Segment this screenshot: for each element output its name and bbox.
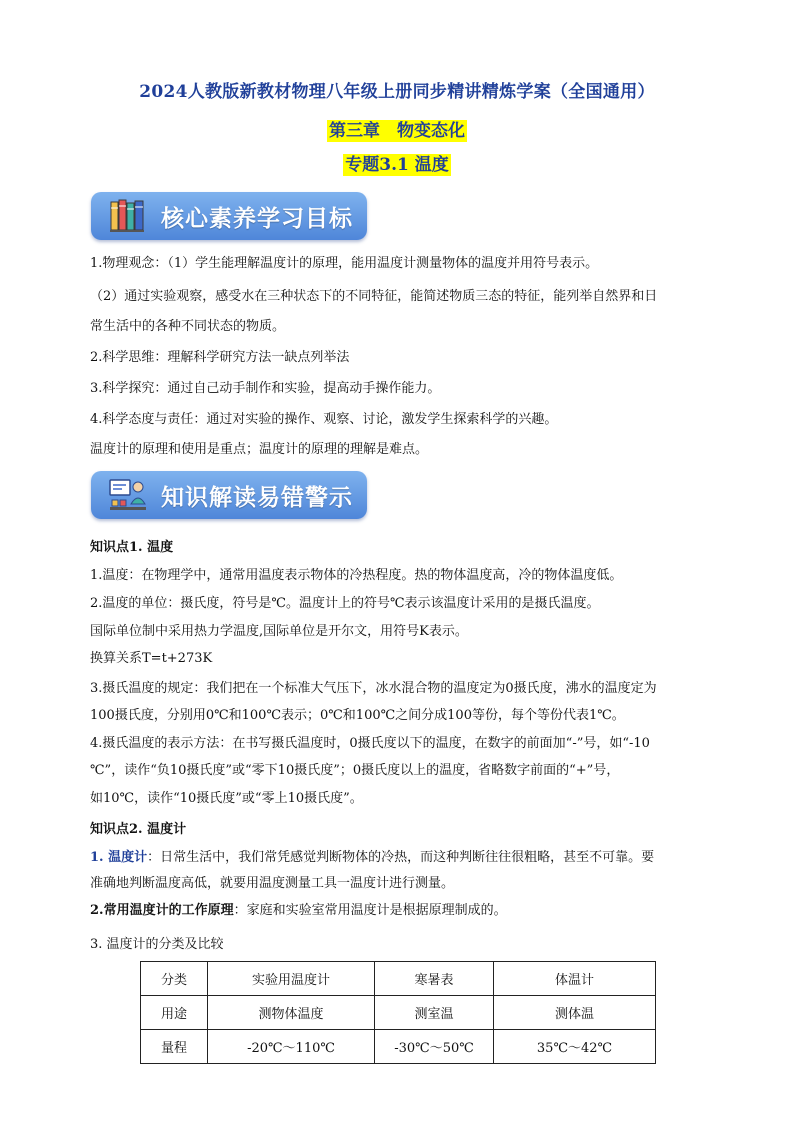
table-cell: 量程 — [141, 1030, 208, 1064]
section-banner-label: 核心素养学习目标 — [161, 205, 353, 232]
topic-title-text: 专题3.1 温度 — [345, 155, 449, 175]
teacher-icon — [109, 478, 147, 512]
kp2-item-1 — [90, 850, 710, 866]
table-header-cell: 寒暑表 — [375, 962, 494, 996]
table-cell: 35℃～42℃ — [494, 1030, 656, 1064]
kp2-item-1-text: ：日常生活中，我们常凭感觉判断物体的冷热，而这种判断往往很粗略，甚至不可靠。要 — [147, 850, 655, 865]
chapter-title-text: 第三章 物变态化 — [329, 121, 465, 141]
kp2-item-1-cont: 准确地判断温度高低，就要用温度测量工具一温度计进行测量。 — [90, 876, 455, 891]
table-cell: -20℃～110℃ — [208, 1030, 375, 1064]
kp1-line: 4.摄氏温度的表示方法：在书写摄氏温度时，0摄氏度以下的温度，在数字的前面加“-”号，如“-10 — [90, 736, 650, 751]
kp2-item-1-label: 1. 温度计 — [90, 850, 148, 865]
table-header-row — [141, 962, 656, 996]
goal-line: 1.物理观念：（1）学生能理解温度计的原理，能用温度计测量物体的温度并用符号表示。 — [90, 256, 599, 271]
kp2-item-2-label: 2.常用温度计的工作原理 — [90, 903, 234, 918]
kp1-line: 100摄氏度，分别用0℃和100℃表示；0℃和100℃之间分成100等份，每个等份代表1℃。 — [90, 708, 625, 723]
knowledge-point-1-title: 知识点1. 温度 — [90, 540, 174, 555]
table-cell: 测体温 — [494, 996, 656, 1030]
thermometer-comparison-table — [140, 961, 656, 1064]
goal-line: 4.科学态度与责任：通过对实验的操作、观察、讨论，激发学生探索科学的兴趣。 — [90, 412, 558, 427]
table-cell: 测室温 — [375, 996, 494, 1030]
kp2-item-2-text: ：家庭和实验室常用温度计是根据原理制成的。 — [233, 903, 507, 918]
chapter-title — [0, 116, 794, 141]
table-row — [141, 1030, 656, 1064]
kp2-item-3: 3. 温度计的分类及比较 — [90, 937, 224, 952]
section-banner-learning-goals — [91, 192, 367, 240]
table-cell: 测物体温度 — [208, 996, 375, 1030]
table-header-cell: 分类 — [141, 962, 208, 996]
goal-line: （2）通过实验观察，感受水在三种状态下的不同特征，能简述物质三态的特征，能列举自然界和日 — [90, 289, 658, 304]
goal-line: 温度计的原理和使用是重点；温度计的原理的理解是难点。 — [90, 442, 429, 457]
table-header-cell: 体温计 — [494, 962, 656, 996]
kp1-line: 国际单位制中采用热力学温度,国际单位是开尔文，用符号K表示。 — [90, 624, 468, 639]
kp1-line: 换算关系T=t+273K — [90, 651, 213, 666]
table-row — [141, 996, 656, 1030]
kp1-line: 1.温度：在物理学中，通常用温度表示物体的冷热程度。热的物体温度高，冷的物体温度低。 — [90, 568, 623, 583]
document-main-title: 2024人教版新教材物理八年级上册同步精讲精炼学案（全国通用） — [139, 82, 655, 102]
section-banner-knowledge — [91, 471, 367, 519]
goal-line: 常生活中的各种不同状态的物质。 — [90, 319, 286, 334]
knowledge-point-2-title: 知识点2. 温度计 — [90, 822, 187, 837]
kp1-line: ℃”，读作“负10摄氏度”或“零下10摄氏度”；0摄氏度以上的温度，省略数字前面的“+”号， — [90, 763, 620, 778]
table-cell: -30℃～50℃ — [375, 1030, 494, 1064]
kp2-item-2 — [90, 903, 710, 919]
table-cell: 用途 — [141, 996, 208, 1030]
goal-line: 2.科学思维：理解科学研究方法一缺点列举法 — [90, 350, 350, 365]
topic-title — [0, 150, 794, 175]
books-icon — [109, 199, 147, 233]
section-banner-label: 知识解读易错警示 — [161, 484, 353, 511]
kp1-line: 2.温度的单位：摄氏度，符号是℃。温度计上的符号℃表示该温度计采用的是摄氏温度。 — [90, 596, 600, 611]
table-header-cell: 实验用温度计 — [208, 962, 375, 996]
kp1-line: 3.摄氏温度的规定：我们把在一个标准大气压下，冰水混合物的温度定为0摄氏度，沸水的温度定为 — [90, 681, 657, 696]
kp1-line: 如10℃，读作“10摄氏度”或“零上10摄氏度”。 — [90, 791, 363, 806]
goal-line: 3.科学探究：通过自己动手制作和实验，提高动手操作能力。 — [90, 381, 441, 396]
